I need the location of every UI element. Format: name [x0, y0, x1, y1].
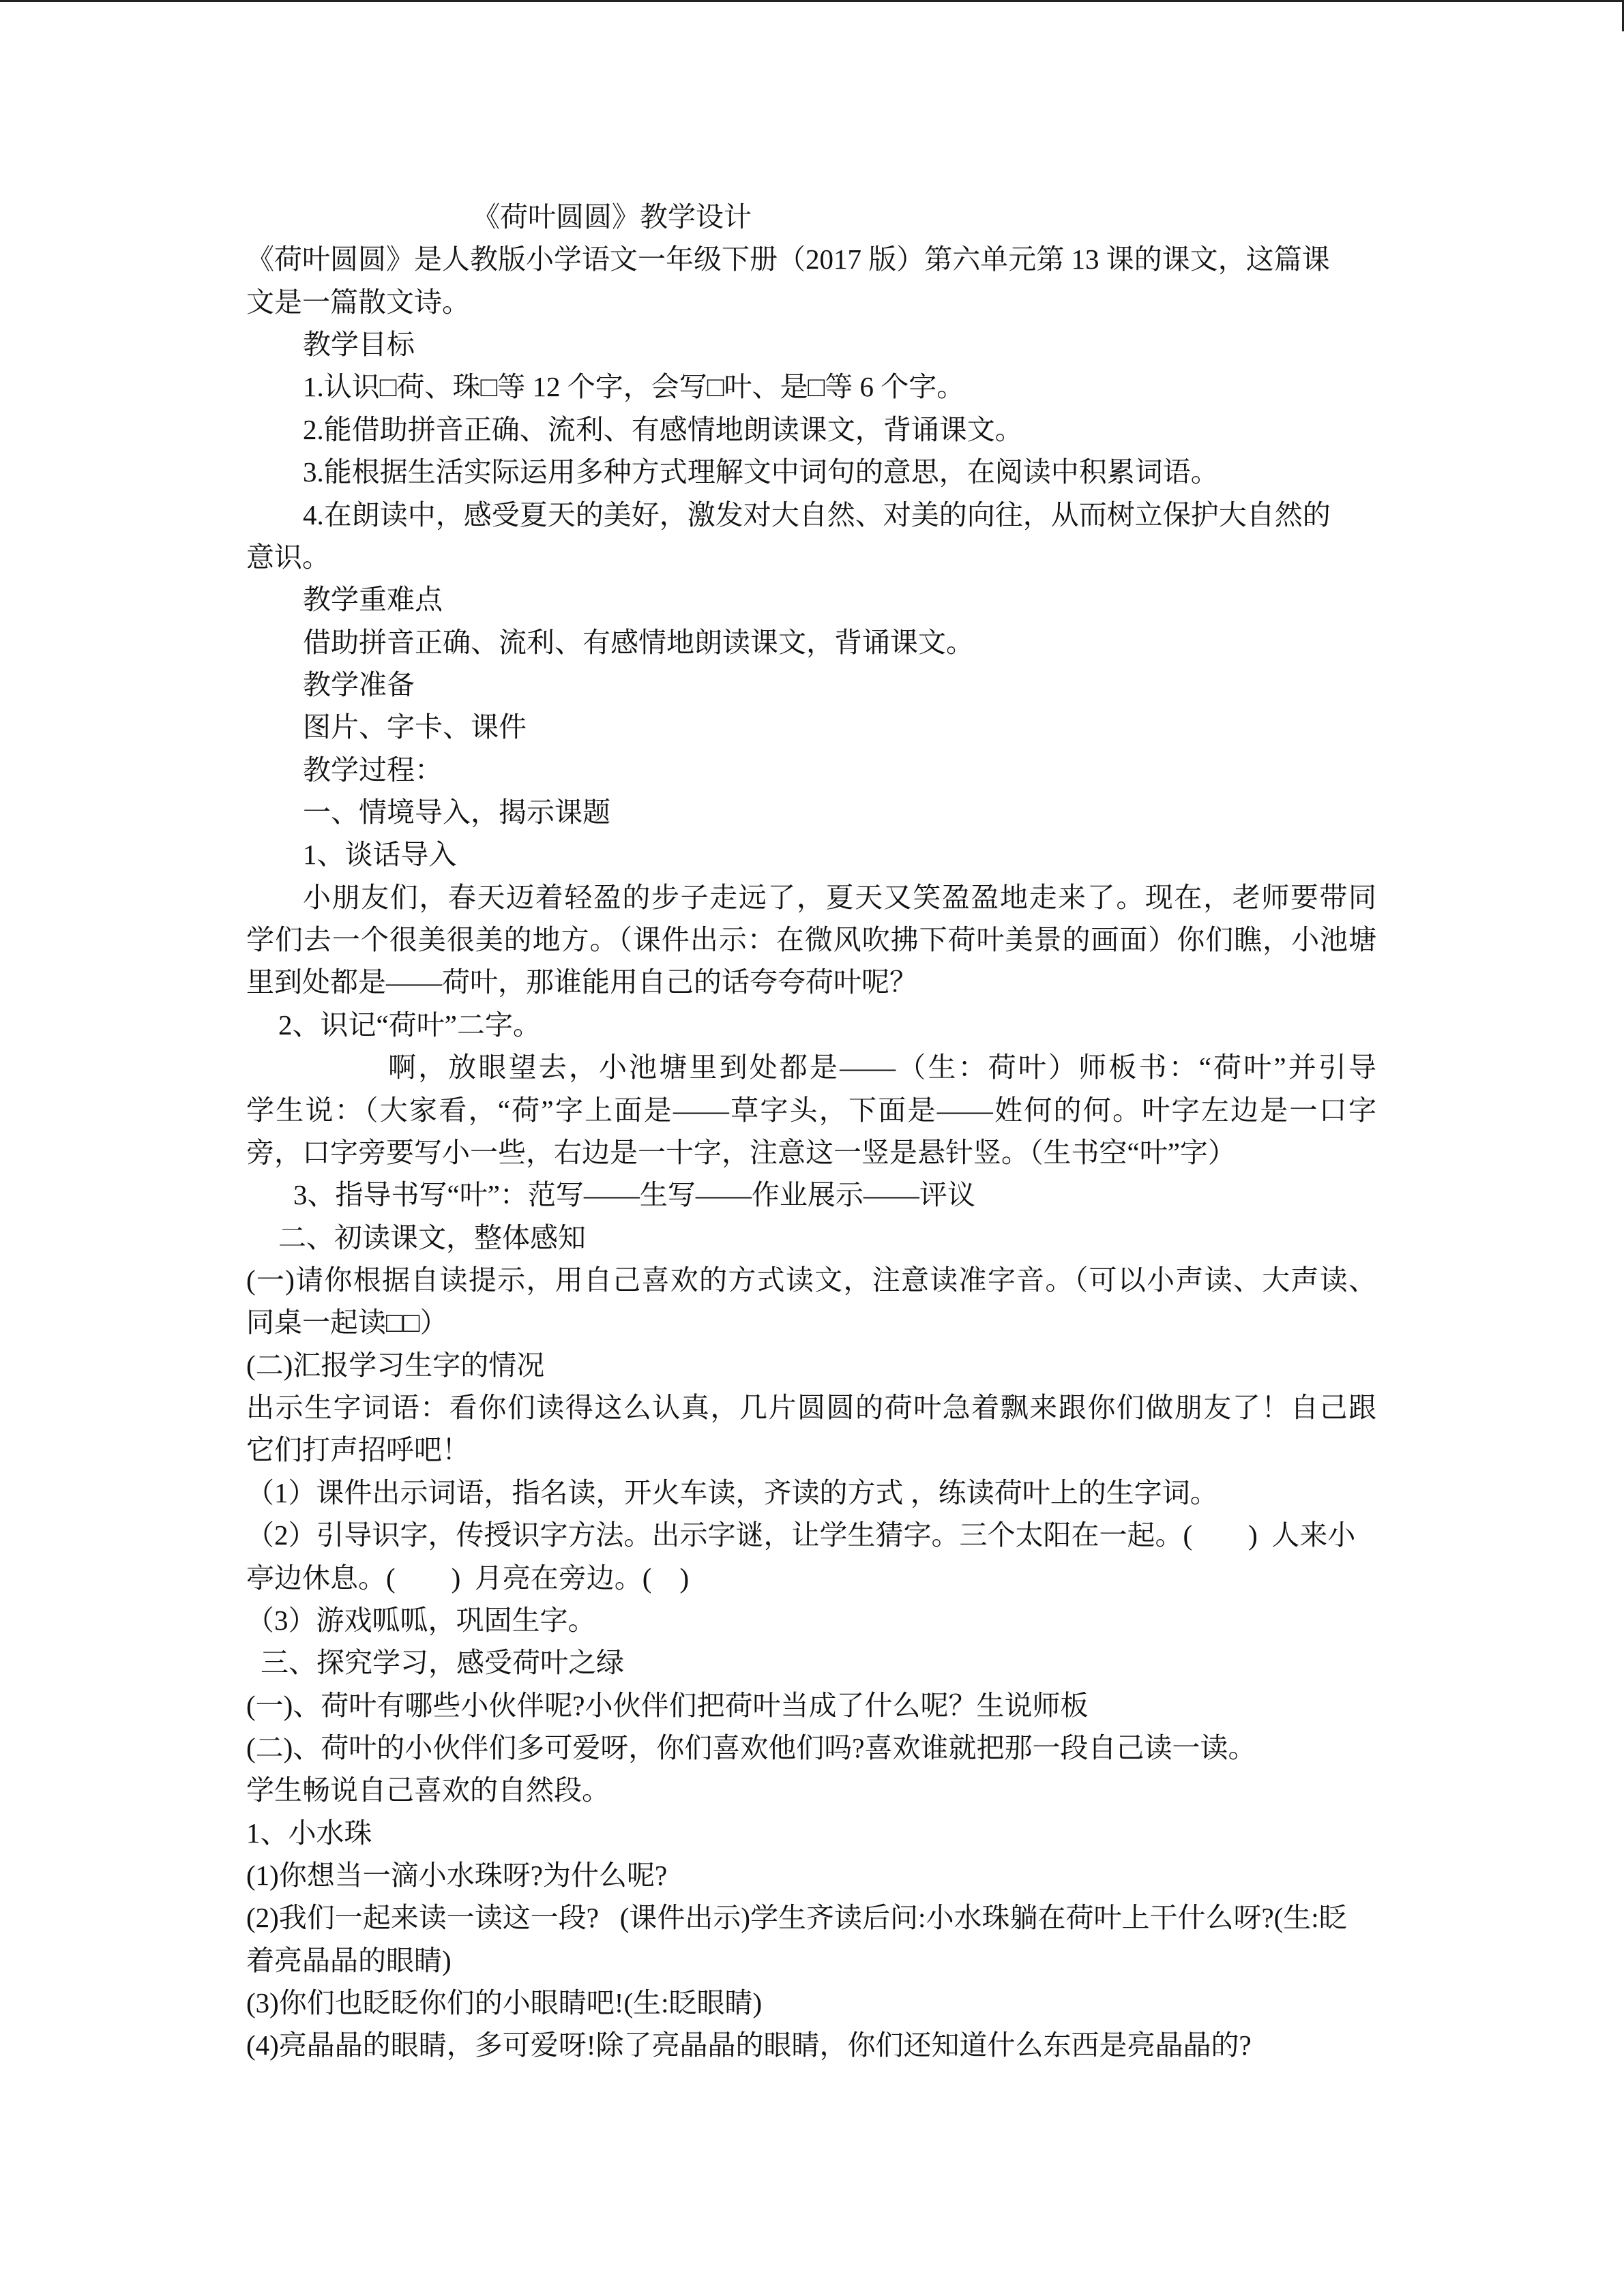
- section-line: (一)请你根据自读提示，用自己喜欢的方式读文，注意读准字音。（可以小声读、大声读、: [246, 1264, 1376, 1296]
- page-title: 《荷叶圆圆》教学设计: [472, 201, 752, 233]
- section-line: (3)你们也眨眨你们的小眼睛吧!(生:眨眼睛): [246, 1987, 763, 2019]
- section-heading: 三、探究学习，感受荷叶之绿: [261, 1647, 624, 1679]
- preparation-text: 图片、字卡、课件: [303, 711, 527, 743]
- section-line: (2)我们一起来读一读这一段? (课件出示)学生齐读后问:小水珠躺在荷叶上干什么呀?(生:眨: [246, 1902, 1347, 1934]
- section-heading: 一、情境导入，揭示课题: [303, 796, 610, 829]
- page-border-top: [0, 0, 1624, 2]
- section-line: 出示生字词语：看你们读得这么认真，几片圆圆的荷叶急着飘来跟你们做朋友了！自己跟: [246, 1392, 1376, 1424]
- section-line: （3）游戏呱呱，巩固生字。: [246, 1604, 596, 1636]
- preparation-heading: 教学准备: [303, 668, 415, 700]
- section-line: 小朋友们，春天迈着轻盈的步子走远了，夏天又笑盈盈地走来了。现在，老师要带同: [303, 881, 1376, 913]
- section-line: 1、小水珠: [246, 1817, 372, 1849]
- objective-item: 4.在朗读中，感受夏天的美好，激发对大自然、对美的向往，从而树立保护大自然的: [303, 498, 1331, 531]
- section-line: 同桌一起读□□）: [246, 1307, 448, 1339]
- objective-item: 1.认识□荷、珠□等 12 个字，会写□叶、是□等 6 个字。: [303, 371, 965, 403]
- section-line: (1)你想当一滴小水珠呀?为什么呢?: [246, 1860, 668, 1892]
- section-line: （2）引导识字，传授识字方法。出示字谜，让学生猜字。三个太阳在一起。( ) 人来小: [246, 1519, 1356, 1551]
- section-heading: 二、初读课文，整体感知: [278, 1221, 586, 1253]
- objective-item: 3.能根据生活实际运用多种方式理解文中词句的意思，在阅读中积累词语。: [303, 456, 1219, 488]
- section-line: （1）课件出示词语，指名读，开火车读，齐读的方式 ，练读荷叶上的生字词。: [246, 1476, 1218, 1508]
- section-line: (二)汇报学习生字的情况: [246, 1349, 545, 1381]
- section-line: 里到处都是——荷叶，那谁能用自己的话夸夸荷叶呢？: [246, 966, 917, 998]
- section-line: 1、谈话导入: [303, 839, 457, 871]
- process-heading: 教学过程：: [303, 754, 443, 786]
- section-line: (二)、荷叶的小伙伴们多可爱呀，你们喜欢他们吗?喜欢谁就把那一段自己读一读。: [246, 1731, 1256, 1763]
- section-line: 学们去一个很美很美的地方。（课件出示：在微风吹拂下荷叶美景的画面）你们瞧，小池塘: [246, 924, 1376, 956]
- key-points-text: 借助拼音正确、流利、有感情地朗读课文，背诵课文。: [303, 626, 974, 658]
- section-line: 学生说：（大家看，“荷”字上面是——草字头，下面是——姓何的何。叶字左边是一口字: [246, 1094, 1376, 1126]
- key-points-heading: 教学重难点: [303, 584, 443, 616]
- objective-item: 2.能借助拼音正确、流利、有感情地朗读课文，背诵课文。: [303, 413, 1023, 445]
- section-line: 2、识记“荷叶”二字。: [278, 1009, 541, 1041]
- section-line: 旁，口字旁要写小一些，右边是一十字，注意这一竖是悬针竖。（生书空“叶”字）: [246, 1136, 1236, 1168]
- section-line: (一)、荷叶有哪些小伙伴呢?小伙伴们把荷叶当成了什么呢？生说师板: [246, 1689, 1089, 1721]
- intro-line: 《荷叶圆圆》是人教版小学语文一年级下册（2017 版）第六单元第 13 课的课文，这篇课: [246, 243, 1330, 275]
- section-line: 它们打声招呼吧！: [246, 1434, 470, 1466]
- objective-item-continued: 意识。: [246, 541, 330, 573]
- section-line: (4)亮晶晶的眼睛，多可爱呀!除了亮晶晶的眼睛，你们还知道什么东西是亮晶晶的?: [246, 2029, 1252, 2061]
- objectives-heading: 教学目标: [303, 329, 415, 361]
- section-line: 亭边休息。( ) 月亮在旁边。( ): [246, 1562, 690, 1594]
- section-line: 着亮晶晶的眼睛): [246, 1944, 452, 1976]
- section-line: 学生畅说自己喜欢的自然段。: [246, 1774, 610, 1806]
- document-body: [246, 196, 1376, 2067]
- section-line: 啊，放眼望去，小池塘里到处都是——（生：荷叶）师板书：“荷叶”并引导: [388, 1052, 1376, 1084]
- intro-line: 文是一篇散文诗。: [246, 286, 470, 318]
- section-line: 3、指导书写“叶”：范写——生写——作业展示——评议: [293, 1179, 975, 1211]
